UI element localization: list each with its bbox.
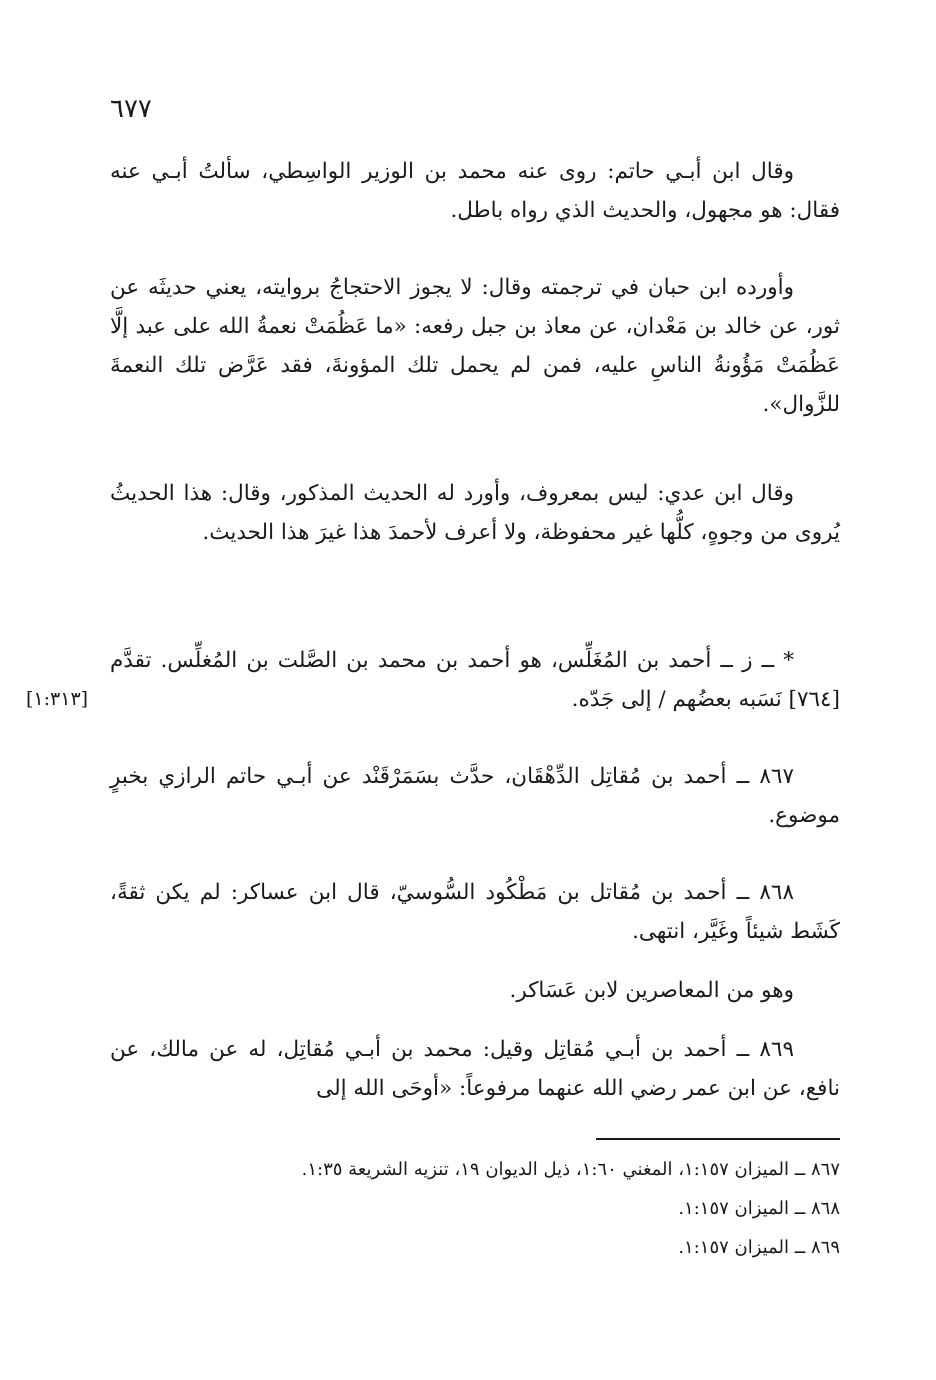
footnote-869: ٨٦٩ ــ الميزان ١:١٥٧. — [678, 1237, 840, 1258]
paragraph-ibn-hibban: وأورده ابن حبان في ترجمته وقال: لا يجوز الاحتجاجُ بروايته، يعني حديثَه عن ثور، عن خالد بن مَعْدان، عن معاذ بن جبل رفعه: «ما عَظُمَتْ نعمةُ الله على عبد إلَّا عَظُمَتْ مَؤُونةُ الناسِ عليه، فمن لم يحمل تلك المؤونةَ، فقد عَرَّض تلك النعمةَ للزَّوال». — [110, 275, 840, 417]
entry-868: ٨٦٨ ــ أحمد بن مُقاتل بن مَطْكُود السُّوسيّ، قال ابن عساكر: لم يكن ثقةً، كَشَط شيئاً وغَيَّر، انتهى. — [110, 880, 840, 944]
paragraph-ibn-abi-hatim: وقال ابن أبـي حاتم: روى عنه محمد بن الوزير الواسِطي، سألتُ أبـي عنه فقال: هو مجهول، والحديث الذي رواه باطل. — [110, 159, 840, 223]
entry-ahmad-ibn-al-mughallis: * ــ ز ــ أحمد بن المُغَلِّس، هو أحمد بن محمد بن الصَّلت بن المُغلِّس. تقدَّم [٧٦٤] نَسَبه بعضُهم / إلى جَدّه. — [110, 648, 840, 712]
margin-reference: [١:٣١٣] — [26, 688, 89, 710]
footnote-divider — [596, 1138, 840, 1140]
page-number: ٦٧٧ — [110, 94, 152, 124]
paragraph-ibn-adi: وقال ابن عدي: ليس بمعروف، وأورد له الحديث المذكور، وقال: هذا الحديثُ يُروى من وجوهٍ، كلُّها غير محفوظة، ولا أعرف لأحمدَ هذا غيرَ هذا الحديث. — [110, 481, 840, 545]
book-page — [110, 0, 840, 1380]
footnote-868: ٨٦٨ ــ الميزان ١:١٥٧. — [678, 1198, 840, 1219]
entry-869: ٨٦٩ ــ أحمد بن أبـي مُقاتِل وقيل: محمد بن أبـي مُقاتِل، له عن مالك، عن نافع، عن ابن عمر رضي الله عنهما مرفوعاً: «أوحَى الله إلى — [110, 1037, 840, 1101]
footnotes-list — [110, 1150, 840, 1267]
footnote-867: ٨٦٧ ــ الميزان ١:١٥٧، المغني ١:٦٠، ذيل الديوان ١٩، تنزيه الشريعة ١:٣٥. — [301, 1159, 840, 1180]
entry-867: ٨٦٧ ــ أحمد بن مُقاتِل الدِّهْقَان، حدَّث بسَمَرْقَنْد عن أبـي حاتم الرازي بخبرٍ موضوع. — [110, 764, 840, 828]
entry-868-note: وهو من المعاصرين لابن عَسَاكر. — [509, 978, 794, 1003]
